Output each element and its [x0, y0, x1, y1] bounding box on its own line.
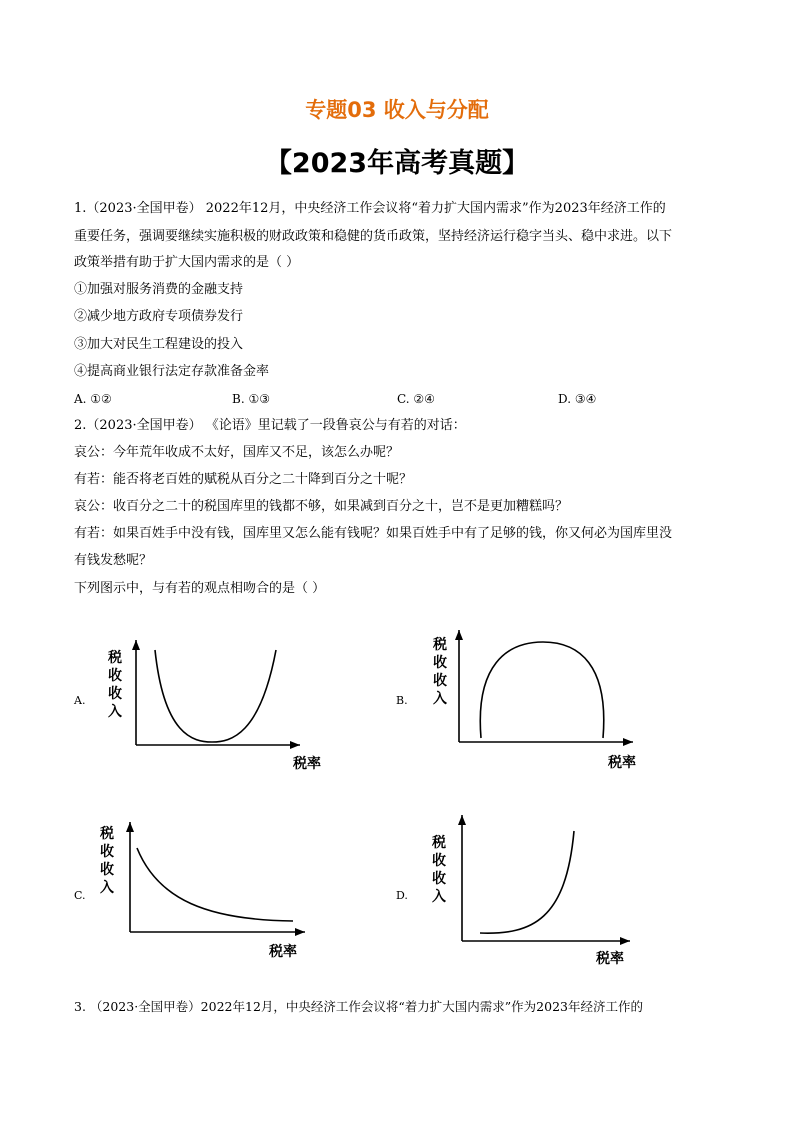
graph-c-ylabel-1: 税: [100, 826, 114, 842]
graph-d: [428, 815, 668, 965]
q2-stem: 2.（2023·全国甲卷） 《论语》里记载了一段鲁哀公与有若的对话：: [74, 418, 466, 433]
graph-d-y-arrow: [458, 815, 466, 825]
graph-d-ylabel-4: 入: [432, 889, 446, 905]
q2-dialogue-1: 哀公：今年荒年收成不太好，国库又不足，该怎么办呢？: [74, 445, 400, 460]
graph-b-curve: [480, 642, 603, 738]
graph-c-xlabel: 税率: [269, 944, 297, 960]
graph-a-curve: [155, 650, 276, 742]
graph-b-option: B.: [396, 694, 408, 707]
graph-a-y-arrow: [132, 640, 140, 650]
page-title: 专题03 收入与分配: [305, 98, 489, 122]
q2-dialogue-3: 哀公：收百分之二十的税国库里的钱都不够，如果减到百分之十，岂不是更加糟糕吗？: [74, 499, 569, 514]
graph-a: [100, 640, 340, 780]
graph-b-x-arrow: [623, 738, 633, 746]
q1-item-2: ②减少地方政府专项债券发行: [74, 309, 244, 324]
q2-prompt: 下列图示中，与有若的观点相吻合的是（ ）: [74, 581, 326, 596]
q1-stem-line-2: 重要任务，强调要继续实施积极的财政政策和稳健的货币政策，坚持经济运行稳字当头、稳中求进。以下: [74, 229, 673, 244]
graph-a-ylabel-2: 收: [108, 668, 122, 684]
graph-c-curve: [137, 848, 293, 921]
q2-dialogue-5: 有钱发愁呢？: [74, 553, 153, 568]
q1-option-c: C. ②④: [397, 392, 435, 406]
graph-a-ylabel-1: 税: [108, 650, 122, 666]
graph-d-curve: [480, 831, 574, 933]
graph-d-x-arrow: [620, 937, 630, 945]
q3-stem: 3. （2023·全国甲卷）2022年12月，中央经济工作会议将“着力扩大国内需求”作为2023年经济工作的: [74, 999, 643, 1014]
graph-d-xlabel: 税率: [596, 951, 624, 967]
graph-b-ylabel-2: 收: [433, 655, 447, 671]
graph-b: [425, 630, 665, 775]
graph-a-ylabel-3: 收: [108, 686, 122, 702]
graph-c: [98, 810, 338, 960]
graph-b-ylabel-4: 入: [433, 691, 447, 707]
graph-d-option: D.: [396, 889, 408, 902]
section-heading: 【2023年高考真题】: [264, 148, 530, 179]
graph-c-x-arrow: [295, 928, 305, 936]
graph-b-ylabel-1: 税: [433, 637, 447, 653]
graph-a-x-arrow: [290, 741, 300, 749]
graph-c-ylabel-2: 收: [100, 844, 114, 860]
graph-c-ylabel-4: 入: [100, 880, 114, 896]
graph-d-ylabel-3: 收: [432, 871, 446, 887]
graph-b-xlabel: 税率: [608, 755, 636, 771]
q1-option-b: B. ①③: [232, 392, 270, 406]
q1-option-d: D. ③④: [558, 392, 597, 406]
graph-b-y-arrow: [455, 630, 463, 640]
graph-c-ylabel-3: 收: [100, 862, 114, 878]
q1-item-3: ③加大对民生工程建设的投入: [74, 337, 244, 352]
q1-option-a: A. ①②: [74, 392, 112, 406]
graph-a-option: A.: [74, 694, 86, 707]
q1-item-4: ④提高商业银行法定存款准备金率: [74, 364, 270, 379]
q2-dialogue-2: 有若：能否将老百姓的赋税从百分之二十降到百分之十呢？: [74, 472, 413, 487]
graph-c-option: C.: [74, 889, 86, 902]
graph-a-ylabel-4: 入: [108, 704, 122, 720]
q1-stem-line-3: 政策举措有助于扩大国内需求的是（ ）: [74, 255, 300, 270]
graph-d-ylabel-1: 税: [432, 835, 446, 851]
q2-dialogue-4: 有若：如果百姓手中没有钱，国库里又怎么能有钱呢？如果百姓手中有了足够的钱，你又何必为国库里没: [74, 526, 673, 541]
graph-a-xlabel: 税率: [293, 756, 321, 772]
graph-c-y-arrow: [126, 822, 134, 832]
graph-b-ylabel-3: 收: [433, 673, 447, 689]
graph-d-ylabel-2: 收: [432, 853, 446, 869]
q1-item-1: ①加强对服务消费的金融支持: [74, 282, 244, 297]
q1-stem-line-1: 1.（2023·全国甲卷） 2022年12月，中央经济工作会议将“着力扩大国内需求”作为2023年经济工作的: [74, 201, 666, 216]
